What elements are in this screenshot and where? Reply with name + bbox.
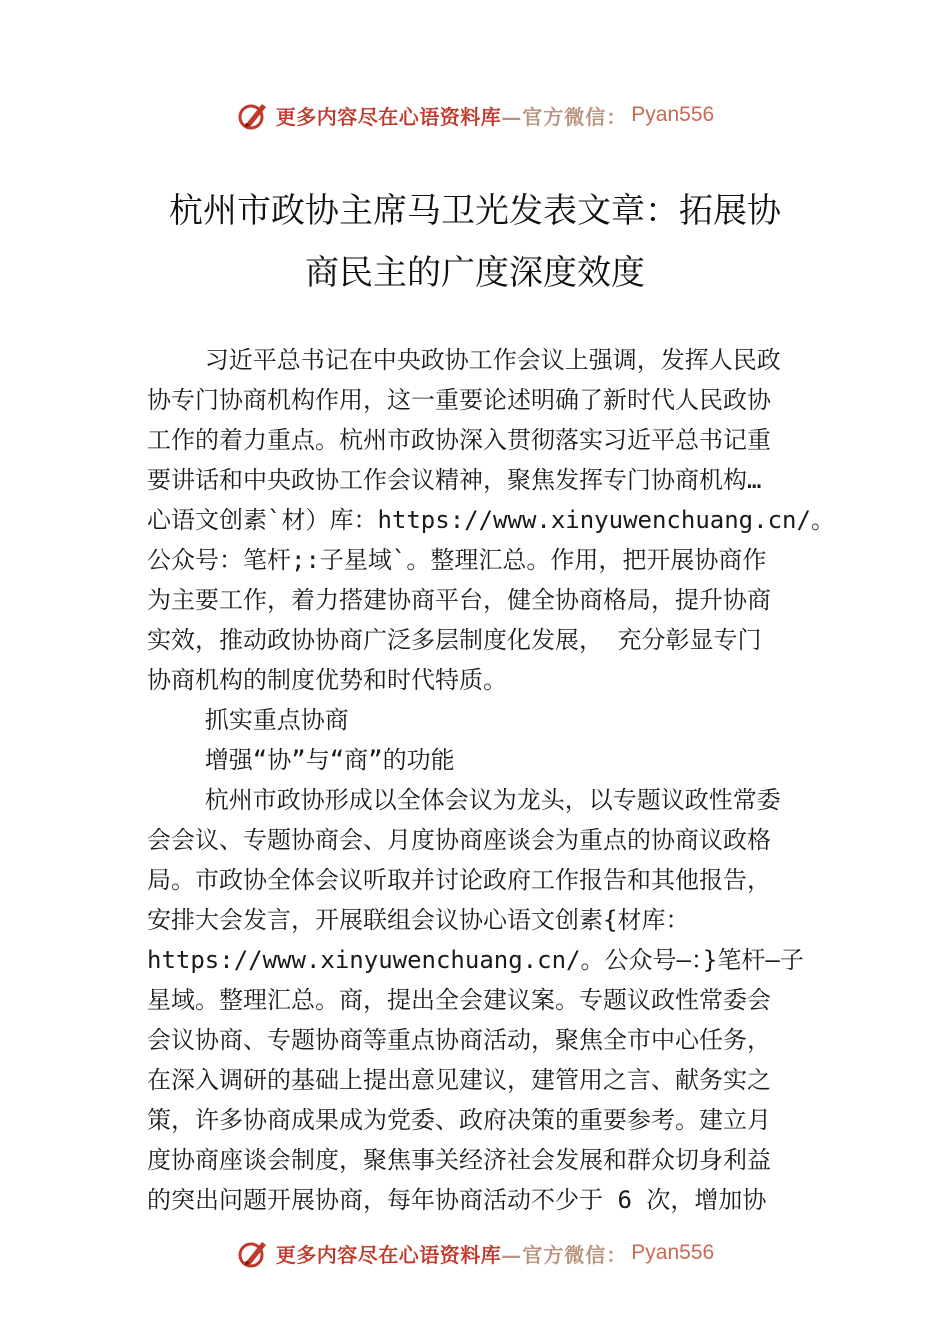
body-text-line: 星域。整理汇总。商，提出全会建议案。专题议政性常委会	[147, 986, 771, 1014]
body-text-line: 协专门协商机构作用，这一重要论述明确了新时代人民政协	[147, 386, 771, 414]
watermark-main-text: 更多内容尽在心语资料库	[275, 1242, 502, 1267]
body-text-line: 习近平总书记在中央政协工作会议上强调，发挥人民政	[147, 346, 781, 374]
watermark-main-text: 更多内容尽在心语资料库	[275, 104, 502, 129]
body-text-line: 增强“协”与“商”的功能	[147, 746, 455, 774]
body-text-line: 会会议、专题协商会、月度协商座谈会为重点的协商议政格	[147, 826, 771, 854]
body-text-line: 抓实重点协商	[147, 706, 349, 734]
watermark-account: Pyan556	[631, 1241, 715, 1264]
document-title	[90, 180, 860, 304]
body-text-line: 要讲话和中央政协工作会议精神，聚焦发挥专门协商机构…	[147, 466, 762, 494]
body-text-line: 局。市政协全体会议听取并讨论政府工作报告和其他报告，	[147, 866, 771, 894]
title-line: 商民主的广度深度效度	[305, 253, 645, 293]
body-text-line: 策，许多协商成果成为党委、政府决策的重要参考。建立月	[147, 1106, 771, 1134]
watermark-banner-bottom	[0, 1231, 950, 1275]
body-text-line: 会议协商、专题协商等重点协商活动，聚焦全市中心任务，	[147, 1026, 771, 1054]
body-text-line: https://www.xinyuwenchuang.cn/。公众号—：}笔杆—子	[147, 946, 804, 974]
body-text-line: 度协商座谈会制度，聚焦事关经济社会发展和群众切身利益	[147, 1146, 771, 1174]
watermark-sub-text: —官方微信：	[501, 1242, 628, 1267]
body-text-line: 安排大会发言，开展联组会议协心语文创素{材库：	[147, 906, 690, 934]
body-text-line: 在深入调研的基础上提出意见建议，建管用之言、献务实之	[147, 1066, 771, 1094]
body-text-line: 杭州市政协形成以全体会议为龙头，以专题议政性常委	[147, 786, 781, 814]
pen-logo-icon	[236, 1236, 270, 1270]
body-text-line: 工作的着力重点。杭州市政协深入贯彻落实习近平总书记重	[147, 426, 771, 454]
title-line: 杭州市政协主席马卫光发表文章：拓展协	[169, 191, 781, 231]
body-text-line: 公众号：笔杆;:子星域`。整理汇总。作用，把开展协商作	[147, 546, 767, 574]
body-text-line: 协商机构的制度优势和时代特质。	[147, 666, 507, 694]
watermark-account: Pyan556	[631, 103, 715, 126]
watermark-sub-text: —官方微信：	[501, 104, 628, 129]
body-text-line: 心语文创素`材）库：https://www.xinyuwenchuang.cn/。	[147, 506, 835, 534]
body-text-line: 实效，推动政协协商广泛多层制度化发展， 充分彰显专门	[147, 626, 762, 654]
watermark-banner-top	[0, 93, 950, 137]
body-text-line: 的突出问题开展协商，每年协商活动不少于 6 次，增加协	[147, 1186, 767, 1214]
pen-logo-icon	[236, 98, 270, 132]
document-body	[147, 340, 835, 1220]
body-text-line: 为主要工作，着力搭建协商平台，健全协商格局，提升协商	[147, 586, 771, 614]
